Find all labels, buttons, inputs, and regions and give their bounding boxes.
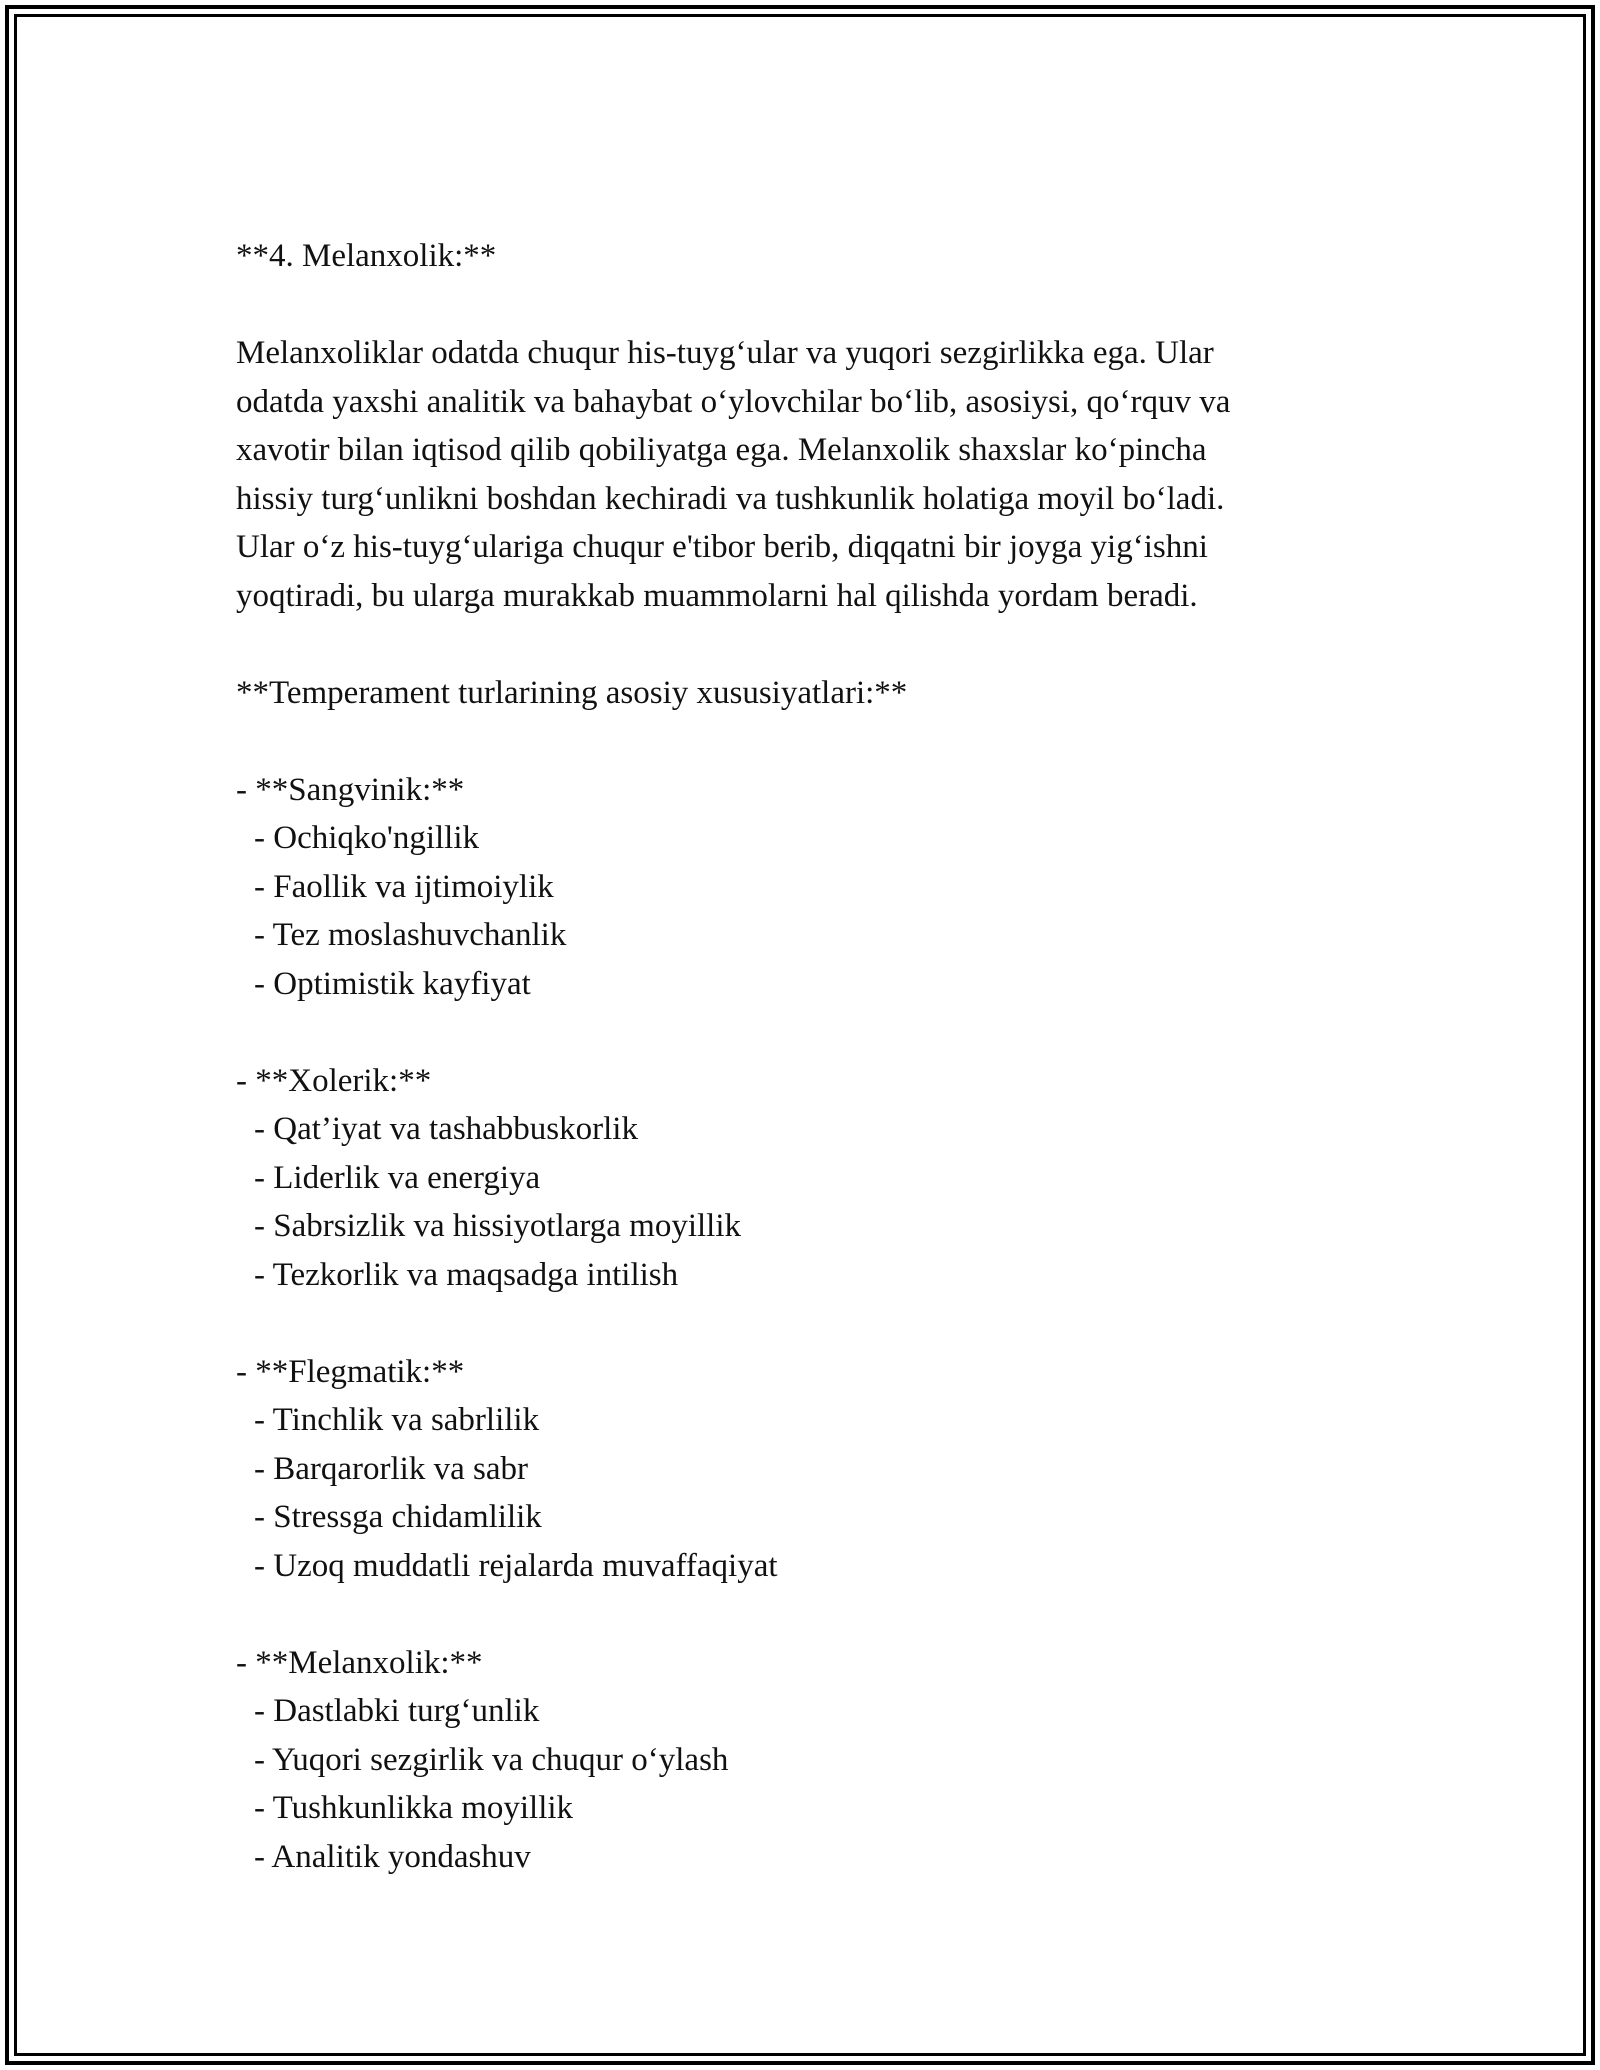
- type-block-flegmatik: [236, 1348, 1376, 1591]
- list-item: - Ochiqko'ngillik: [254, 820, 480, 856]
- list-item: - Uzoq muddatli rejalarda muvaffaqiyat: [254, 1547, 778, 1584]
- paragraph-line: odatda yaxshi analitik va bahaybat o‘ylovchilar bo‘lib, asosiysi, qo‘rquv va: [236, 383, 1231, 420]
- spacer: [236, 1299, 1376, 1348]
- type-title: - **Xolerik:**: [236, 1062, 432, 1099]
- spacer: [236, 281, 1376, 330]
- spacer: [236, 1590, 1376, 1639]
- list-item: - Dastlabki turg‘unlik: [254, 1693, 540, 1729]
- section-heading: **4. Melanxolik:**: [236, 238, 497, 274]
- list-item: - Liderlik va energiya: [254, 1159, 541, 1196]
- list-item: - Barqarorlik va sabr: [254, 1450, 528, 1487]
- paragraph-line: yoqtiradi, bu ularga murakkab muammolarni hal qilishda yordam beradi.: [236, 577, 1198, 614]
- paragraph-line: Melanxoliklar odatda chuqur his-tuyg‘ular va yuqori sezgirlikka ega. Ular: [236, 335, 1214, 371]
- spacer: [236, 620, 1376, 669]
- list-item: - Yuqori sezgirlik va chuqur o‘ylash: [254, 1741, 729, 1778]
- paragraph-line: Ular o‘z his-tuyg‘ulariga chuqur e'tibor berib, diqqatni bir joyga yig‘ishni: [236, 529, 1208, 565]
- spacer: [236, 717, 1376, 766]
- type-title: - **Flegmatik:**: [236, 1353, 465, 1390]
- document-body: [236, 232, 1376, 1881]
- list-item: - Tinchlik va sabrlilik: [254, 1402, 540, 1438]
- list-item: - Qat’iyat va tashabbuskorlik: [254, 1111, 638, 1147]
- summary-heading: **Temperament turlarining asosiy xususiyatlari:**: [236, 674, 908, 711]
- list-item: - Optimistik kayfiyat: [254, 965, 531, 1002]
- spacer: [236, 1008, 1376, 1057]
- list-item: - Analitik yondashuv: [254, 1838, 531, 1875]
- list-item: - Stressga chidamlilik: [254, 1499, 542, 1535]
- list-item: - Sabrsizlik va hissiyotlarga moyillik: [254, 1208, 742, 1244]
- type-block-sangvinik: [236, 766, 1376, 1009]
- list-item: - Tushkunlikka moyillik: [254, 1790, 574, 1826]
- type-block-melanxolik: [236, 1639, 1376, 1882]
- type-title: - **Sangvinik:**: [236, 771, 465, 808]
- paragraph-line: xavotir bilan iqtisod qilib qobiliyatga ega. Melanxolik shaxslar ko‘pincha: [236, 432, 1207, 468]
- list-item: - Faollik va ijtimoiylik: [254, 868, 554, 905]
- list-item: - Tez moslashuvchanlik: [254, 917, 567, 953]
- list-item: - Tezkorlik va maqsadga intilish: [254, 1256, 679, 1293]
- type-block-xolerik: [236, 1057, 1376, 1300]
- paragraph-line: hissiy turg‘unlikni boshdan kechiradi va tushkunlik holatiga moyil bo‘ladi.: [236, 480, 1225, 517]
- description-paragraph: [236, 329, 1376, 620]
- type-title: - **Melanxolik:**: [236, 1644, 483, 1681]
